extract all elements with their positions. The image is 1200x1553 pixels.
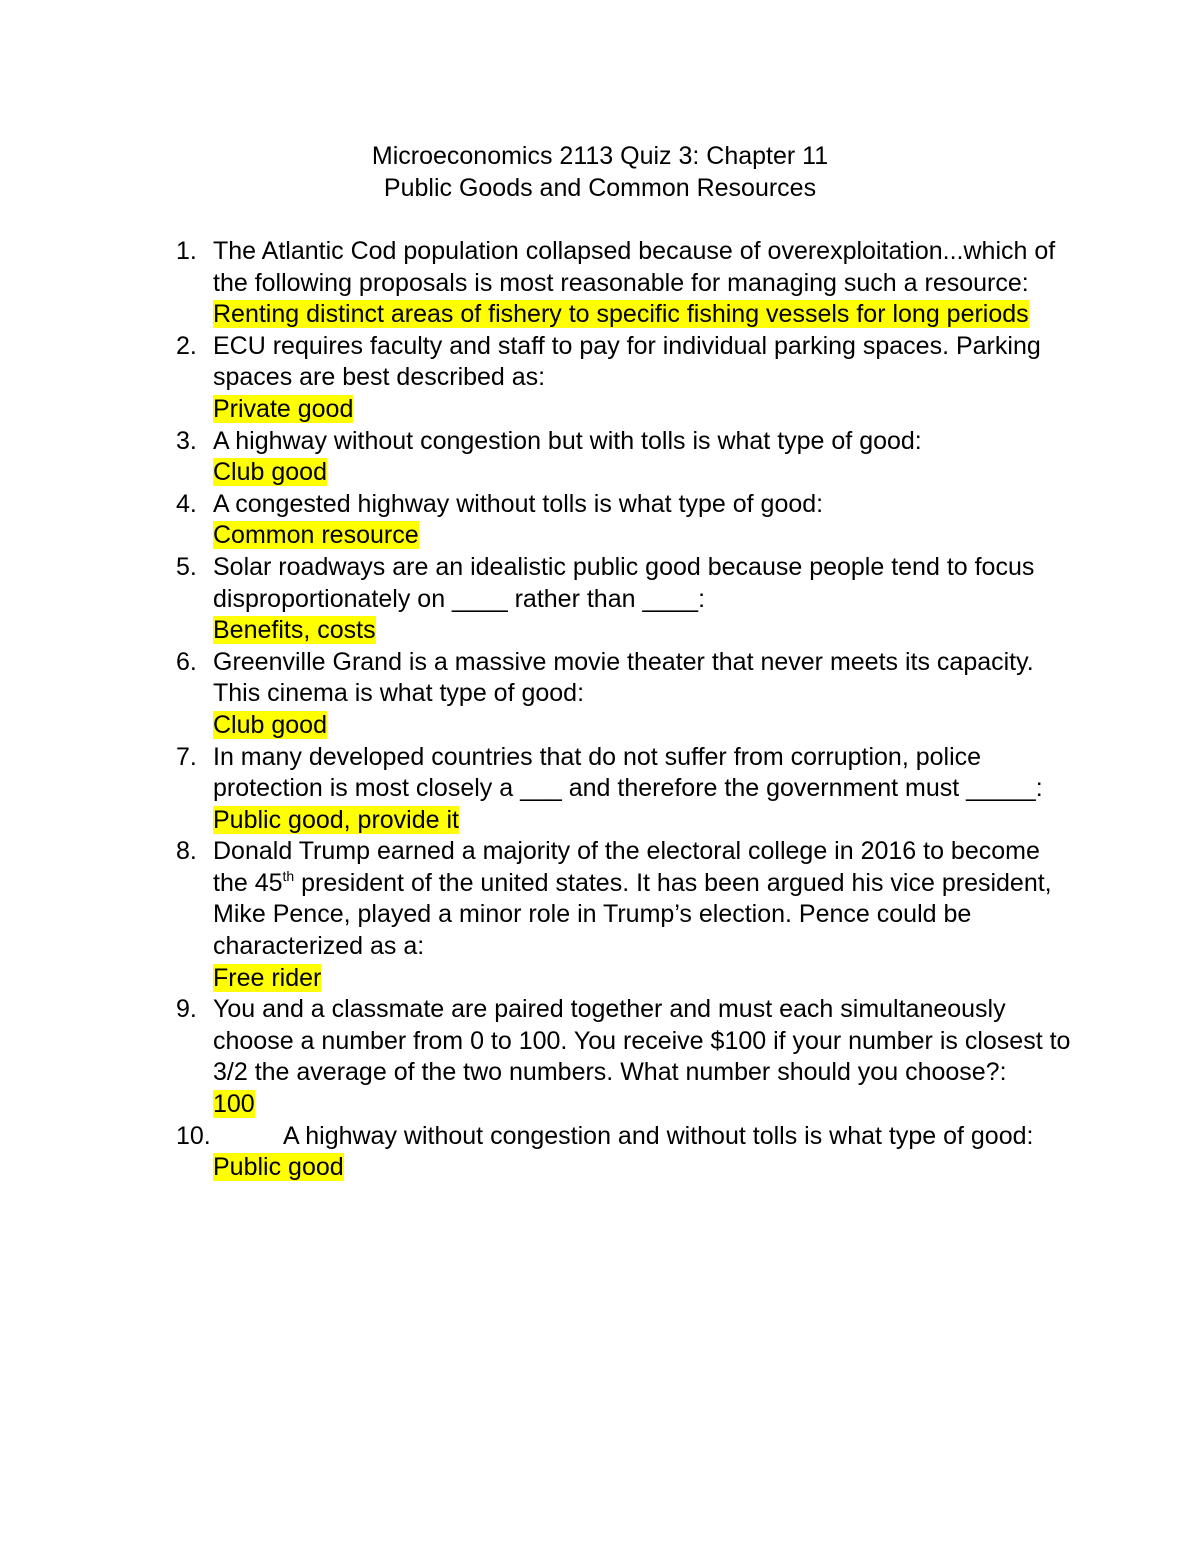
question-number: 9. bbox=[176, 995, 197, 1024]
answer-highlight bbox=[213, 805, 1076, 837]
answer-text: Club good bbox=[213, 710, 327, 739]
question-text: ECU requires faculty and staff to pay for individual parking spaces. Parking spaces are best described as: bbox=[213, 331, 1041, 392]
answer-highlight bbox=[213, 299, 1076, 331]
question-number: 1. bbox=[176, 237, 197, 265]
question-text-part-2: president of the united states. It has been argued his vice president, Mike Pence, played a minor role in Trump’s election. Pence could be characterized as a: bbox=[213, 868, 1052, 961]
question-number: 10. bbox=[176, 1121, 211, 1150]
answer-text: Public good bbox=[213, 1153, 344, 1182]
answer-text: Renting distinct areas of fishery to specific fishing vessels for long periods bbox=[213, 300, 1029, 329]
answer-text: Club good bbox=[213, 458, 327, 487]
answer-highlight bbox=[213, 394, 1076, 426]
question-9 bbox=[176, 994, 1076, 1120]
answer-highlight bbox=[213, 615, 1076, 647]
question-text: Greenville Grand is a massive movie theater that never meets its capacity. This cinema is what type of good: bbox=[213, 647, 1034, 708]
question-6 bbox=[176, 647, 1076, 742]
question-number: 6. bbox=[176, 647, 197, 676]
question-text: A highway without congestion but with tolls is what type of good: bbox=[213, 426, 922, 455]
answer-text: Benefits, costs bbox=[213, 616, 376, 645]
question-number: 3. bbox=[176, 426, 197, 455]
question-4 bbox=[176, 489, 1076, 552]
question-text: A highway without congestion and without tolls is what type of good: bbox=[283, 1121, 1034, 1150]
question-number: 2. bbox=[176, 331, 197, 360]
title-line-1: Microeconomics 2113 Quiz 3: Chapter 11 bbox=[371, 142, 829, 170]
answer-text: Free rider bbox=[213, 963, 322, 992]
answer-highlight bbox=[213, 710, 1076, 742]
document-title bbox=[0, 140, 1200, 204]
question-number: 4. bbox=[176, 489, 197, 518]
question-text: In many developed countries that do not suffer from corruption, police protection is most closely a ___ and therefore the government must _____: bbox=[213, 742, 1043, 803]
answer-highlight bbox=[213, 520, 1076, 552]
question-text bbox=[213, 837, 1052, 960]
answer-text: 100 bbox=[213, 1090, 255, 1119]
question-list bbox=[176, 236, 1076, 1184]
question-7 bbox=[176, 742, 1076, 837]
question-text: A congested highway without tolls is what type of good: bbox=[213, 489, 824, 518]
answer-highlight bbox=[213, 1152, 1076, 1184]
answer-text: Public good, provide it bbox=[213, 805, 459, 834]
question-text: The Atlantic Cod population collapsed because of overexploitation...which of the following proposals is most reasonable for managing such a resource: bbox=[213, 237, 1056, 297]
question-8 bbox=[176, 836, 1076, 994]
answer-highlight bbox=[213, 1089, 1076, 1121]
question-text: Solar roadways are an idealistic public good because people tend to focus disproportionately on ____ rather than ____: bbox=[213, 552, 1035, 613]
answer-text: Common resource bbox=[213, 521, 419, 550]
answer-highlight bbox=[213, 963, 1076, 995]
question-number: 5. bbox=[176, 552, 197, 581]
question-text-part-1: Donald Trump earned a majority of the electoral college in 2016 to become the 45 bbox=[213, 837, 1040, 897]
question-5 bbox=[176, 552, 1076, 647]
question-1 bbox=[176, 236, 1076, 331]
question-text: You and a classmate are paired together and must each simultaneously choose a number from 0 to 100. You receive $100 if your number is closest to 3/2 the average of the two numbers. What number should you choose?: bbox=[213, 995, 1071, 1087]
title-line-2: Public Goods and Common Resources bbox=[383, 174, 817, 202]
question-number: 7. bbox=[176, 742, 197, 771]
question-number: 8. bbox=[176, 837, 197, 866]
question-2 bbox=[176, 331, 1076, 426]
question-10 bbox=[176, 1121, 1076, 1184]
ordinal-superscript: th bbox=[282, 867, 295, 884]
answer-text: Private good bbox=[213, 394, 354, 423]
answer-highlight bbox=[213, 457, 1076, 489]
question-3 bbox=[176, 426, 1076, 489]
